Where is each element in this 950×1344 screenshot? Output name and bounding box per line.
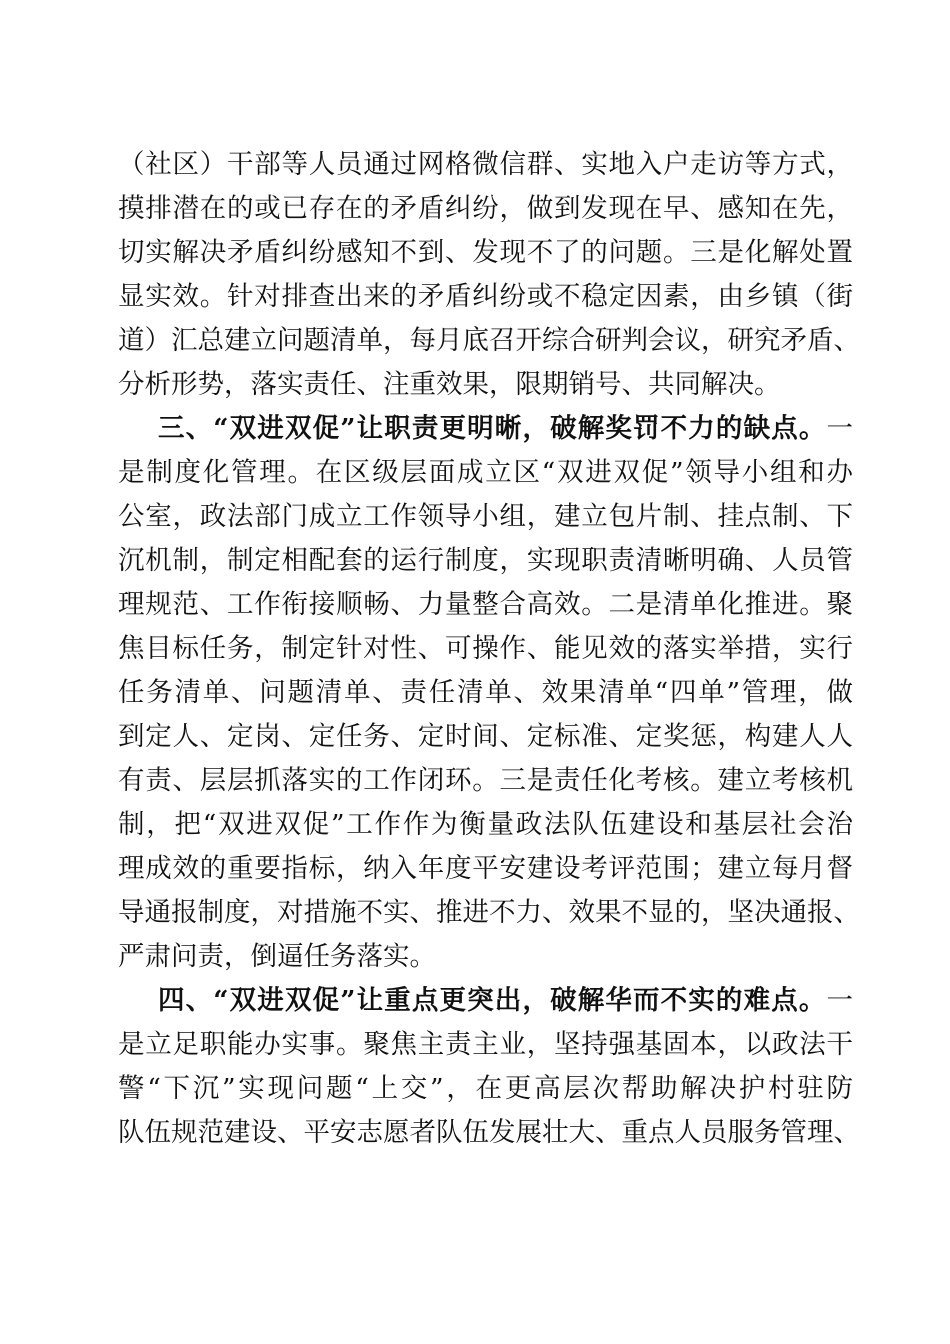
paragraph-line: 焦目标任务，制定针对性、可操作、能见效的落实举措，实行: [118, 633, 853, 664]
section-4-heading: 四、“双进双促”让重点更突出，破解华而不实的难点。: [158, 985, 827, 1016]
paragraph-line: 严肃问责，倒逼任务落实。: [118, 941, 436, 972]
paragraph-line: 理成效的重要指标，纳入年度平安建设考评范围；建立每月督: [118, 853, 853, 884]
paragraph-line: 队伍规范建设、平安志愿者队伍发展壮大、重点人员服务管理、: [118, 1117, 860, 1148]
paragraph-line: 分析形势，落实责任、注重效果，限期销号、共同解决。: [118, 369, 781, 400]
paragraph-line: 公室，政法部门成立工作领导小组，建立包片制、挂点制、下: [118, 501, 853, 532]
paragraph-line: 到定人、定岗、定任务、定时间、定标准、定奖惩，构建人人: [118, 721, 853, 752]
section-4-heading-line: [158, 979, 853, 1023]
paragraph-line: 显实效。针对排查出来的矛盾纠纷或不稳定因素，由乡镇（街: [118, 281, 853, 312]
paragraph-line: 任务清单、问题清单、责任清单、效果清单“四单”管理，做: [118, 677, 853, 708]
section-4-heading-tail: 一: [826, 985, 853, 1016]
paragraph-line: （社区）干部等人员通过网格微信群、实地入户走访等方式，: [118, 149, 853, 180]
paragraph-line: 道）汇总建立问题清单，每月底召开综合研判会议，研究矛盾、: [118, 325, 860, 356]
section-3-heading-tail: 一: [826, 413, 853, 444]
paragraph-line: 制，把“双进双促”工作作为衡量政法队伍建设和基层社会治: [118, 809, 853, 840]
paragraph-line: 摸排潜在的或已存在的矛盾纠纷，做到发现在早、感知在先，: [118, 193, 853, 224]
paragraph-line: 警“下沉”实现问题“上交”，在更高层次帮助解决护村驻防: [118, 1073, 853, 1104]
paragraph-line: 有责、层层抓落实的工作闭环。三是责任化考核。建立考核机: [118, 765, 853, 796]
paragraph-line: 切实解决矛盾纠纷感知不到、发现不了的问题。三是化解处置: [118, 237, 853, 268]
paragraph-line: 沉机制，制定相配套的运行制度，实现职责清晰明确、人员管: [118, 545, 853, 576]
paragraph-line: 导通报制度，对措施不实、推进不力、效果不显的，坚决通报、: [118, 897, 860, 928]
paragraph-line: 理规范、工作衔接顺畅、力量整合高效。二是清单化推进。聚: [118, 589, 853, 620]
paragraph-line: 是制度化管理。在区级层面成立区“双进双促”领导小组和办: [118, 457, 853, 488]
section-3-heading: 三、“双进双促”让职责更明晰，破解奖罚不力的缺点。: [158, 413, 827, 444]
section-3-heading-line: [158, 407, 853, 451]
paragraph-line: 是立足职能办实事。聚焦主责主业，坚持强基固本，以政法干: [118, 1029, 853, 1060]
